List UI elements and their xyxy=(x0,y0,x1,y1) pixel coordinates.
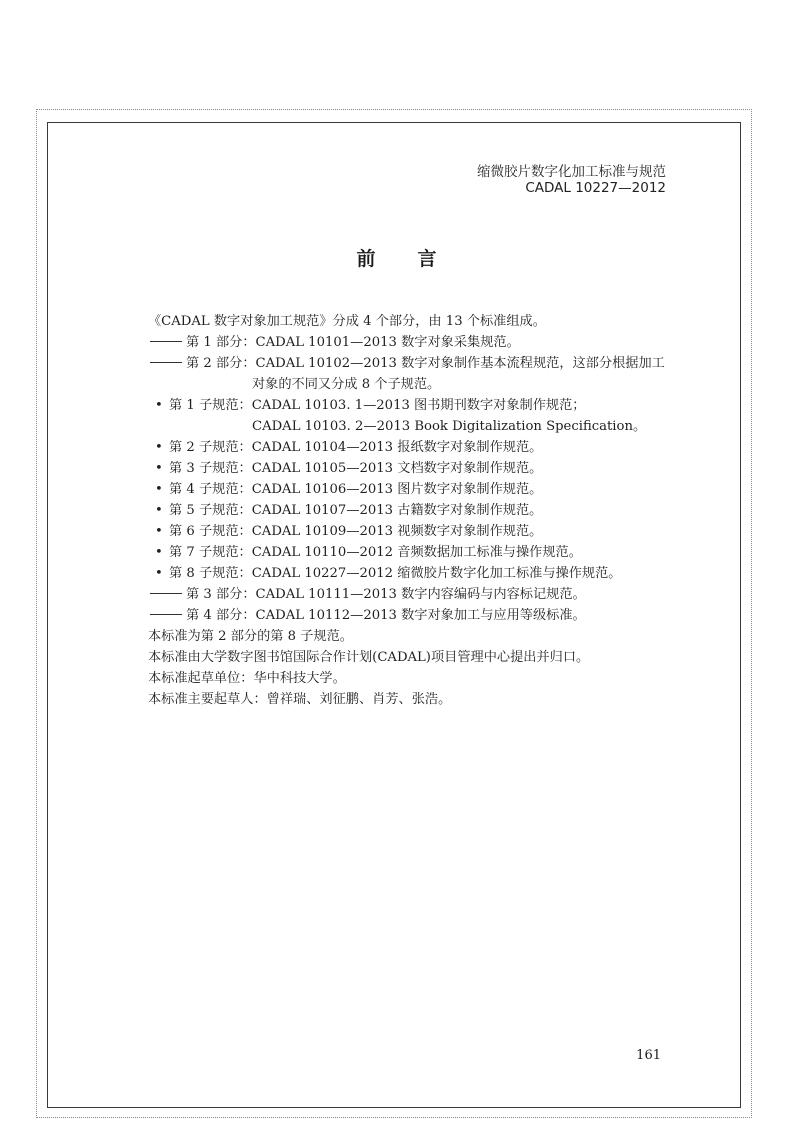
note-line-4: 本标准主要起草人：曾祥瑞、刘征鹏、肖芳、张浩。 xyxy=(148,692,452,707)
sub-8-text: 第 8 子规范：CADAL 10227—2012 缩微胶片数字化加工标准与操作规范。 xyxy=(169,566,622,581)
sub-2-text: 第 2 子规范：CADAL 10104—2013 报纸数字对象制作规范。 xyxy=(169,440,543,455)
note-line-2: 本标准由大学数字图书馆国际合作计划(CADAL)项目管理中心提出并归口。 xyxy=(148,650,590,665)
bullet-mark: • xyxy=(155,566,163,581)
sub-7-text: 第 7 子规范：CADAL 10110—2012 音频数据加工标准与操作规范。 xyxy=(169,545,582,560)
intro-paragraph: 《CADAL 数字对象加工规范》分成 4 个部分，由 13 个标准组成。 xyxy=(148,314,546,329)
part-4-text: 第 4 部分：CADAL 10112—2013 数字对象加工与应用等级标准。 xyxy=(186,608,586,623)
sub-6-text: 第 6 子规范：CADAL 10109—2013 视频数字对象制作规范。 xyxy=(169,524,543,539)
note-line-3: 本标准起草单位：华中科技大学。 xyxy=(148,671,346,686)
bullet-mark: • xyxy=(155,524,163,539)
dash-mark xyxy=(150,362,182,363)
sub-1-text: 第 1 子规范：CADAL 10103. 1—2013 图书期刊数字对象制作规范； xyxy=(169,398,586,413)
bullet-mark: • xyxy=(155,503,163,518)
part-1-text: 第 1 部分：CADAL 10101—2013 数字对象采集规范。 xyxy=(186,335,520,350)
bullet-mark: • xyxy=(155,461,163,476)
sub-3-line xyxy=(155,460,542,477)
bullet-mark: • xyxy=(155,440,163,455)
dash-mark xyxy=(150,614,182,615)
sub-1-line xyxy=(155,397,585,414)
bullet-mark: • xyxy=(155,482,163,497)
part-4-line xyxy=(150,607,586,624)
part-2-continuation: 对象的不同又分成 8 个子规范。 xyxy=(252,377,441,392)
dash-mark xyxy=(150,341,182,342)
sub-1-continuation: CADAL 10103. 2—2013 Book Digitalization Specification。 xyxy=(252,419,647,434)
part-3-line xyxy=(150,586,586,603)
bullet-mark: • xyxy=(155,545,163,560)
sub-4-line xyxy=(155,481,542,498)
part-3-text: 第 3 部分：CADAL 10111—2013 数字内容编码与内容标记规范。 xyxy=(186,587,586,602)
note-line-1: 本标准为第 2 部分的第 8 子规范。 xyxy=(148,629,353,644)
part-1-line xyxy=(150,334,520,351)
page-number: 161 xyxy=(636,1048,661,1063)
sub-4-text: 第 4 子规范：CADAL 10106—2013 图片数字对象制作规范。 xyxy=(169,482,543,497)
sub-7-line xyxy=(155,544,582,561)
sub-8-line xyxy=(155,565,621,582)
part-2-text: 第 2 部分：CADAL 10102—2013 数字对象制作基本流程规范，这部分根据加工 xyxy=(186,356,665,371)
sub-2-line xyxy=(155,439,542,456)
running-header-title: 缩微胶片数字化加工标准与规范 xyxy=(477,164,666,180)
bullet-mark: • xyxy=(155,398,163,413)
dash-mark xyxy=(150,593,182,594)
page-title: 前言 xyxy=(356,248,479,270)
running-header-code: CADAL 10227—2012 xyxy=(525,180,666,196)
sub-5-text: 第 5 子规范：CADAL 10107—2013 古籍数字对象制作规范。 xyxy=(169,503,543,518)
part-2-line xyxy=(150,355,665,372)
sub-6-line xyxy=(155,523,542,540)
sub-3-text: 第 3 子规范：CADAL 10105—2013 文档数字对象制作规范。 xyxy=(169,461,543,476)
sub-5-line xyxy=(155,502,542,519)
